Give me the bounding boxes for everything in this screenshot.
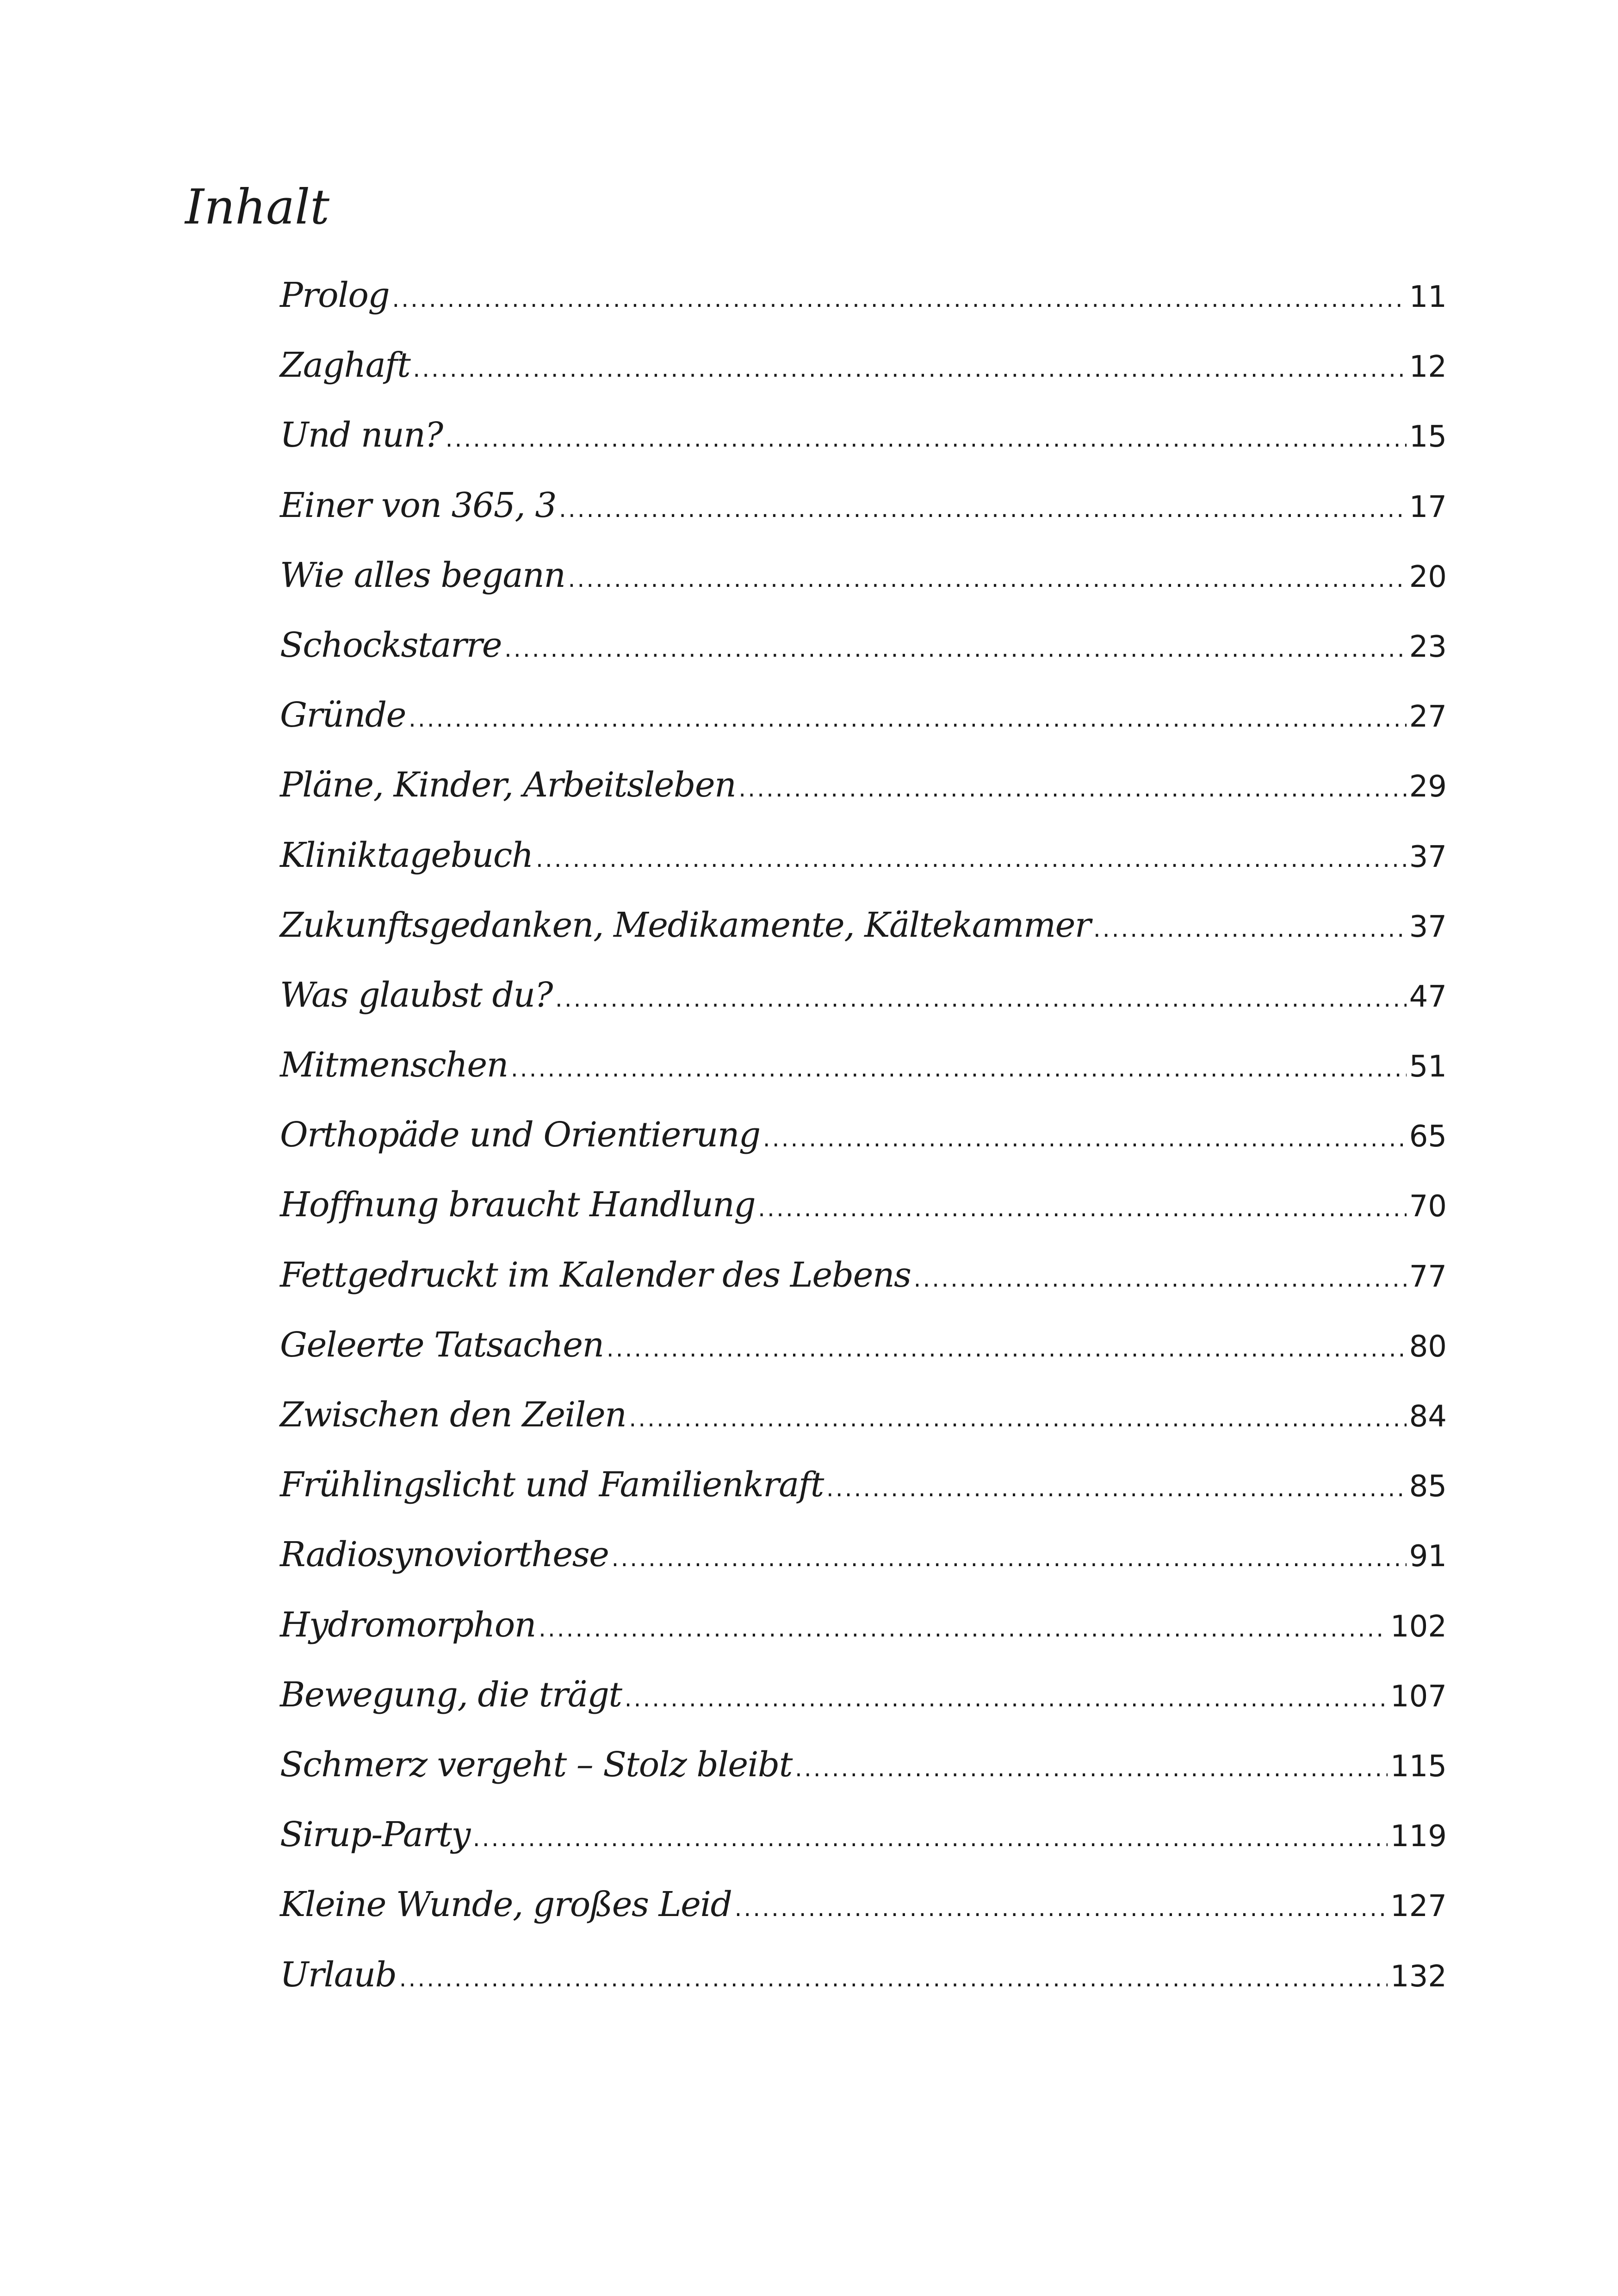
toc-entry-title: Geleerte Tatsachen (280, 1325, 604, 1365)
toc-entry[interactable] (280, 1185, 1447, 1255)
toc-entry[interactable] (280, 695, 1447, 765)
toc-entry-page: 51 (1409, 1050, 1447, 1084)
dot-leader (559, 496, 1407, 523)
toc-entry-title: Radiosynoviorthese (280, 1535, 609, 1575)
dot-leader (914, 1265, 1407, 1292)
toc-entry-title: Zaghaft (280, 345, 410, 386)
toc-entry-page: 37 (1409, 840, 1447, 874)
toc-entry-title: Wie alles begann (280, 555, 565, 595)
toc-entry[interactable] (280, 975, 1447, 1045)
toc-entry[interactable] (280, 415, 1447, 485)
toc-entry[interactable] (280, 1395, 1447, 1465)
toc-entry[interactable] (280, 555, 1447, 625)
toc-entry-page: 23 (1409, 629, 1447, 664)
toc-entry-page: 15 (1409, 420, 1447, 454)
toc-entry-page: 119 (1390, 1819, 1447, 1854)
toc-entry-title: Bewegung, die trägt (280, 1674, 622, 1715)
toc-entry-page: 65 (1409, 1120, 1447, 1154)
dot-leader (568, 566, 1406, 592)
toc-entry-title: Orthopäde und Orientierung (280, 1115, 760, 1155)
toc-entry-title: Frühlingslicht und Familienkraft (280, 1465, 824, 1505)
toc-entry[interactable] (280, 1465, 1447, 1535)
toc-entry-page: 77 (1409, 1259, 1447, 1294)
toc-entry[interactable] (280, 1255, 1447, 1325)
toc-entry-title: Zukunftsgedanken, Medikamente, Kältekammer (280, 905, 1091, 945)
dot-leader (763, 1125, 1407, 1152)
toc-entry[interactable] (280, 345, 1447, 415)
toc-entry-page: 84 (1409, 1400, 1447, 1434)
toc-entry-title: Mitmenschen (280, 1045, 508, 1085)
toc-entry-title: Hydromorphon (280, 1605, 536, 1645)
toc-entry-page: 102 (1390, 1609, 1447, 1644)
toc-entry[interactable] (280, 1885, 1447, 1954)
dot-leader (625, 1685, 1388, 1712)
toc-entry-title: Sirup-Party (280, 1815, 470, 1855)
toc-entry-page: 107 (1390, 1679, 1447, 1714)
toc-entry-title: Was glaubst du? (280, 975, 552, 1015)
toc-entry-title: Und nun? (280, 415, 443, 455)
toc-entry[interactable] (280, 765, 1447, 835)
toc-entry-title: Gründe (280, 695, 406, 735)
dot-leader (473, 1825, 1388, 1852)
toc-entry-title: Zwischen den Zeilen (280, 1395, 626, 1435)
toc-entry-page: 80 (1409, 1329, 1447, 1364)
toc-entry-page: 17 (1409, 490, 1447, 524)
dot-leader (446, 425, 1407, 452)
toc-entry-page: 127 (1390, 1889, 1447, 1924)
toc-entry-title: Kliniktagebuch (280, 835, 533, 875)
toc-entry-title: Kleine Wunde, großes Leid (280, 1885, 732, 1925)
toc-entry[interactable] (280, 1535, 1447, 1605)
toc-entry[interactable] (280, 905, 1447, 975)
toc-entry[interactable] (280, 485, 1447, 555)
dot-leader (555, 985, 1407, 1012)
toc-entry-title: Hoffnung braucht Handlung (280, 1185, 756, 1225)
toc-entry[interactable] (280, 1115, 1447, 1185)
toc-entry[interactable] (280, 1815, 1447, 1885)
toc-entry-title: Schmerz vergeht – Stolz bleibt (280, 1744, 792, 1785)
dot-leader (607, 1335, 1407, 1362)
toc-entry-title: Prolog (280, 275, 390, 315)
dot-leader (1093, 915, 1407, 942)
toc-entry-title: Pläne, Kinder, Arbeitsleben (280, 765, 736, 805)
toc-entry[interactable] (280, 1605, 1447, 1675)
dot-leader (539, 1615, 1388, 1642)
toc-entry-page: 115 (1390, 1749, 1447, 1784)
toc-entry-page: 85 (1409, 1469, 1447, 1504)
dot-leader (536, 846, 1407, 872)
dot-leader (734, 1895, 1387, 1922)
toc-entry-page: 12 (1409, 350, 1447, 385)
toc-entry-page: 37 (1409, 909, 1447, 944)
toc-entry[interactable] (280, 1045, 1447, 1115)
toc-entry[interactable] (280, 625, 1447, 695)
dot-leader (826, 1475, 1407, 1502)
toc-entry-page: 27 (1409, 700, 1447, 734)
toc-entry[interactable] (280, 835, 1447, 905)
dot-leader (409, 705, 1407, 732)
dot-leader (399, 1965, 1388, 1992)
toc-entry[interactable] (280, 1325, 1447, 1395)
toc-entry-page: 91 (1409, 1539, 1447, 1574)
toc-heading: Inhalt (185, 179, 330, 235)
toc-entry-title: Einer von 365, 3 (280, 485, 556, 525)
dot-leader (738, 775, 1406, 802)
toc-entry[interactable] (280, 1675, 1447, 1745)
dot-leader (795, 1755, 1388, 1782)
toc-entry-title: Fettgedruckt im Kalender des Lebens (280, 1255, 911, 1295)
dot-leader (504, 635, 1407, 662)
dot-leader (629, 1405, 1406, 1432)
toc-entry-page: 132 (1390, 1959, 1447, 1994)
dot-leader (413, 355, 1406, 382)
toc-entry-page: 11 (1409, 280, 1447, 314)
toc-entry[interactable] (280, 275, 1447, 345)
toc-entry[interactable] (280, 1745, 1447, 1815)
toc-entry-page: 70 (1409, 1189, 1447, 1224)
dot-leader (758, 1195, 1406, 1222)
toc-entry-title: Schockstarre (280, 625, 502, 665)
toc-entry-page: 20 (1409, 560, 1447, 594)
toc-entry[interactable] (280, 1955, 1447, 2025)
dot-leader (392, 286, 1406, 312)
toc-entry-page: 29 (1409, 770, 1447, 804)
toc-list (280, 275, 1447, 2025)
toc-entry-title: Urlaub (280, 1954, 397, 1995)
dot-leader (611, 1545, 1406, 1572)
dot-leader (511, 1055, 1407, 1082)
toc-entry-page: 47 (1409, 979, 1447, 1014)
